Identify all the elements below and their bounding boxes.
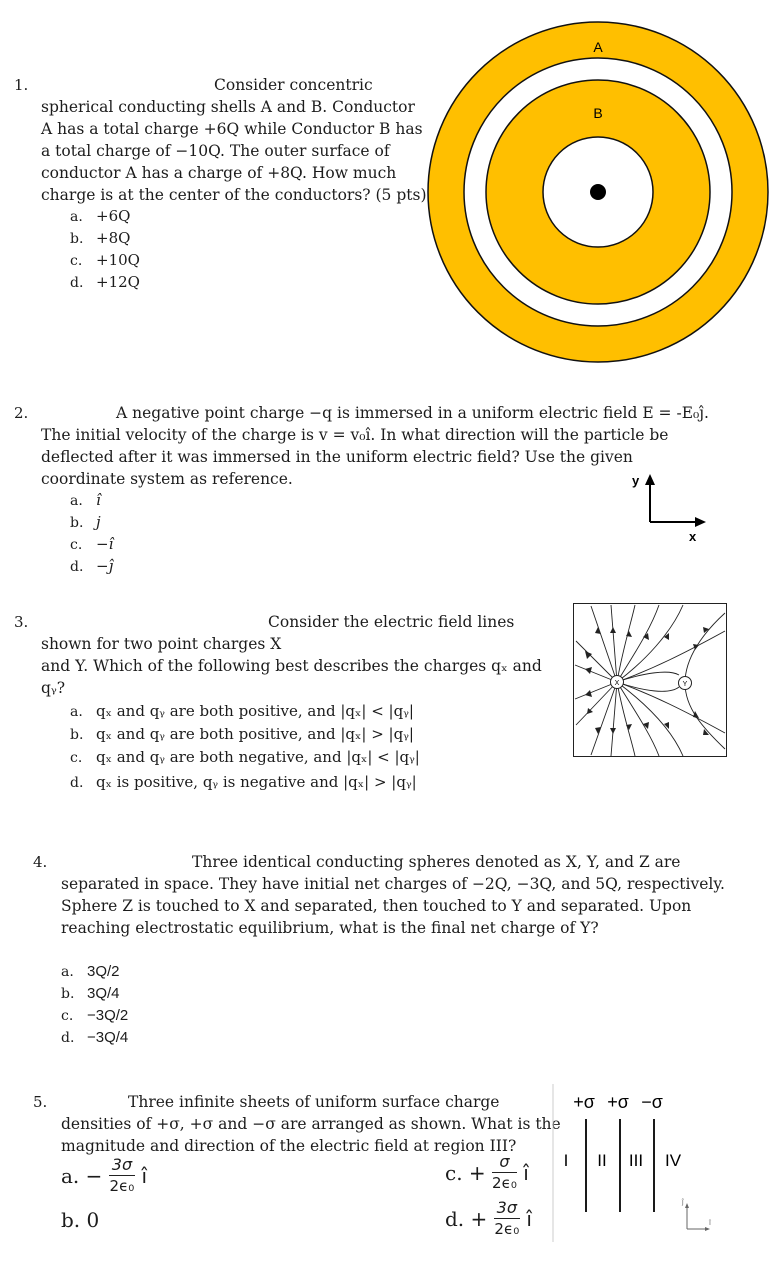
- option-unit-vector: î: [526, 1206, 532, 1231]
- question-5-option-d[interactable]: [445, 1198, 532, 1239]
- option-text: +12Q: [96, 273, 140, 291]
- fraction-numerator: 3σ: [494, 1198, 520, 1219]
- question-2-number: 2.: [14, 404, 29, 422]
- sheet-2-charge: +σ: [607, 1092, 629, 1112]
- option-label: c.: [70, 253, 83, 269]
- mini-y-arrow: [685, 1203, 689, 1208]
- question-1-option-a[interactable]: [70, 205, 130, 228]
- question-3-line-4: qᵧ?: [41, 679, 66, 697]
- option-text: qₓ and qᵧ are both positive, and |qₓ| > |qᵧ|: [96, 725, 414, 743]
- question-1-option-b[interactable]: [70, 227, 130, 250]
- option-label: d.: [70, 775, 84, 791]
- option-label: d.: [70, 559, 84, 575]
- fraction-denominator: 2ϵ₀: [492, 1174, 517, 1192]
- option-text: qₓ and qᵧ are both positive, and |qₓ| < |qᵧ|: [96, 702, 414, 720]
- question-5-line-1: Three infinite sheets of uniform surface charge: [128, 1093, 500, 1111]
- question-2-line-1: A negative point charge −q is immersed in a uniform electric field E = -E₀ĵ.: [116, 404, 709, 422]
- option-text: −î: [96, 535, 114, 553]
- fraction-numerator: 3σ: [109, 1155, 135, 1176]
- question-1-line-5: conductor A has a charge of +8Q. How much: [41, 164, 397, 182]
- question-5-option-c[interactable]: [445, 1152, 529, 1193]
- option-label: a.: [70, 209, 83, 225]
- option-text: j: [96, 513, 101, 531]
- question-1-line-4: a total charge of −10Q. The outer surface of: [41, 142, 390, 160]
- question-5-option-b[interactable]: [61, 1208, 99, 1232]
- question-1-line-1: Consider concentric: [214, 76, 373, 94]
- label-a: A: [593, 39, 603, 55]
- question-2-line-3: deflected after it was immersed in the uniform electric field? Use the given: [41, 448, 633, 466]
- question-3-number: 3.: [14, 613, 29, 631]
- x-axis-label: x: [689, 529, 697, 544]
- question-3-option-a[interactable]: [70, 700, 414, 723]
- option-fraction: [492, 1152, 517, 1193]
- question-1-option-d[interactable]: [70, 271, 140, 294]
- mini-x-arrow: [705, 1227, 710, 1231]
- mini-i-label: î: [709, 1220, 711, 1227]
- question-2-option-c[interactable]: [70, 533, 113, 556]
- option-label: c.: [70, 537, 83, 553]
- option-fraction: [109, 1155, 135, 1196]
- option-label: b.: [70, 515, 84, 531]
- question-5-number: 5.: [33, 1093, 48, 1111]
- mini-j-label: ĵ: [682, 1199, 684, 1206]
- label-b: B: [593, 105, 603, 121]
- option-sign: +: [470, 1206, 488, 1231]
- question-4-number: 4.: [33, 853, 48, 871]
- question-4-option-b[interactable]: [61, 982, 120, 1005]
- question-1-line-3: A has a total charge +6Q while Conductor B has: [41, 120, 423, 138]
- question-2-option-d[interactable]: [70, 555, 113, 578]
- question-3-line-1: Consider the electric field lines: [268, 613, 515, 631]
- option-label: a.: [61, 1163, 80, 1188]
- option-text: î: [96, 491, 101, 509]
- option-text: qₓ and qᵧ are both negative, and |qₓ| < |qᵧ|: [96, 748, 420, 766]
- question-4-option-a[interactable]: [61, 960, 120, 983]
- question-1-line-6: charge is at the center of the conductors? (5 pts): [41, 186, 427, 204]
- region-iv-label: IV: [664, 1151, 682, 1170]
- option-sign: −: [85, 1163, 103, 1188]
- question-4-line-1: Three identical conducting spheres denoted as X, Y, and Z are: [192, 853, 681, 871]
- center-charge-dot: [590, 184, 606, 200]
- option-text: +6Q: [96, 207, 131, 225]
- question-3-line-3: and Y. Which of the following best describes the charges qₓ and: [41, 657, 542, 675]
- fraction-numerator: σ: [492, 1152, 517, 1173]
- question-4-line-2: separated in space. They have initial net charges of −2Q, −3Q, and 5Q, respectively.: [61, 875, 725, 893]
- option-label: a.: [70, 493, 83, 509]
- question-3-option-b[interactable]: [70, 723, 414, 746]
- option-sign: +: [468, 1160, 486, 1185]
- question-3-line-2: shown for two point charges X: [41, 635, 282, 653]
- option-label: d.: [61, 1030, 75, 1046]
- question-5-option-a[interactable]: [61, 1155, 147, 1196]
- field-lines-figure: [573, 603, 728, 758]
- option-label: d.: [70, 275, 84, 291]
- option-label: a.: [70, 704, 83, 720]
- question-1-line-2: spherical conducting shells A and B. Conductor: [41, 98, 415, 116]
- y-axis-label: y: [632, 473, 640, 488]
- option-label: c.: [61, 1008, 74, 1024]
- question-2-option-b[interactable]: [70, 511, 101, 534]
- question-2-line-2: The initial velocity of the charge is v = v₀î. In what direction will the particle be: [41, 426, 669, 444]
- x-axis-arrow: [695, 517, 706, 527]
- question-4-option-d[interactable]: [61, 1026, 128, 1049]
- option-text: +10Q: [96, 251, 140, 269]
- option-label: b.: [70, 231, 84, 247]
- option-label: d.: [445, 1206, 465, 1231]
- option-fraction: [494, 1198, 520, 1239]
- option-text: 3Q/4: [87, 985, 120, 1002]
- option-label: b.: [61, 986, 75, 1002]
- charged-sheets-figure: [552, 1084, 732, 1244]
- option-label: c.: [445, 1160, 463, 1185]
- question-3-option-d[interactable]: [70, 771, 417, 794]
- xy-axes-figure: [620, 470, 720, 545]
- question-4-line-3: Sphere Z is touched to X and separated, then touched to Y and separated. Upon: [61, 897, 692, 915]
- fraction-denominator: 2ϵ₀: [494, 1220, 520, 1238]
- question-5-line-2: densities of +σ, +σ and −σ are arranged as shown. What is the: [61, 1115, 561, 1133]
- fraction-denominator: 2ϵ₀: [109, 1177, 135, 1195]
- option-text: 3Q/2: [87, 963, 120, 980]
- option-text: 0: [86, 1208, 100, 1232]
- question-4-option-c[interactable]: [61, 1004, 128, 1027]
- option-unit-vector: î: [523, 1160, 529, 1185]
- question-2-line-4: coordinate system as reference.: [41, 470, 293, 488]
- question-1-option-c[interactable]: [70, 249, 140, 272]
- concentric-shells-figure: [426, 20, 771, 365]
- option-text: qₓ is positive, qᵧ is negative and |qₓ| > |qᵧ|: [96, 773, 417, 791]
- question-3-option-c[interactable]: [70, 746, 420, 769]
- charge-x-label: X: [614, 680, 620, 687]
- charge-y-label: Y: [682, 681, 688, 688]
- option-unit-vector: î: [141, 1163, 148, 1188]
- region-i-label: I: [563, 1151, 569, 1170]
- question-4-line-4: reaching electrostatic equilibrium, what is the final net charge of Y?: [61, 919, 599, 937]
- option-text: −3Q/4: [87, 1029, 129, 1046]
- sheet-3-charge: −σ: [641, 1092, 663, 1112]
- y-axis-arrow: [645, 474, 655, 485]
- question-1-number: 1.: [14, 76, 29, 94]
- question-5-line-3: magnitude and direction of the electric field at region III?: [61, 1137, 517, 1155]
- option-label: c.: [70, 750, 83, 766]
- question-2-option-a[interactable]: [70, 489, 101, 512]
- option-text: +8Q: [96, 229, 131, 247]
- sheet-1-charge: +σ: [573, 1092, 595, 1112]
- region-iii-label: III: [628, 1151, 644, 1170]
- option-label: a.: [61, 964, 74, 980]
- option-label: b.: [61, 1208, 81, 1232]
- option-text: −3Q/2: [87, 1007, 129, 1024]
- option-text: −ĵ: [96, 557, 114, 575]
- option-label: b.: [70, 727, 84, 743]
- region-ii-label: II: [597, 1151, 607, 1170]
